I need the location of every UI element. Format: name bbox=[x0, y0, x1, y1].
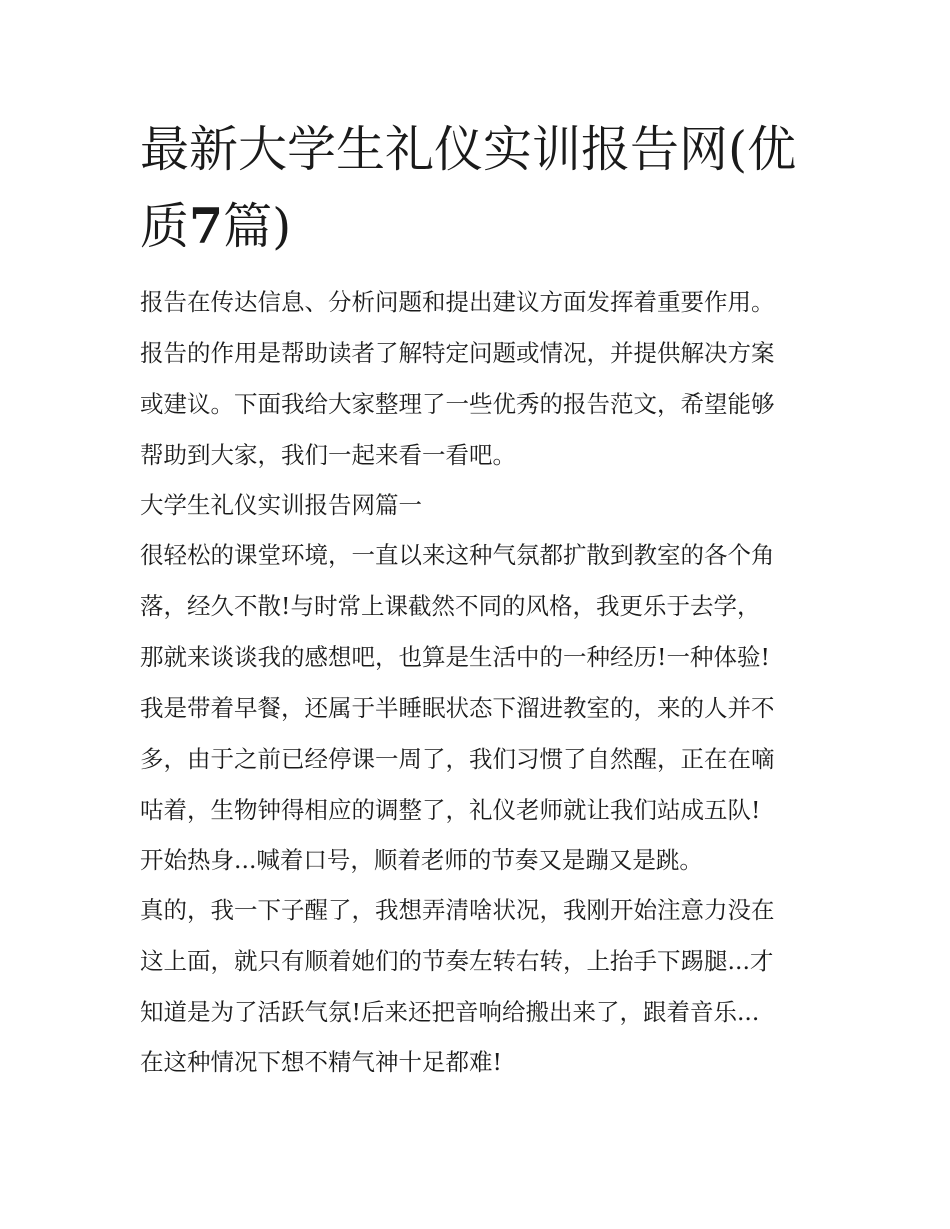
document-title bbox=[140, 112, 830, 265]
body-line-6: 咕着，生物钟得相应的调整了，礼仪老师就让我们站成五队! bbox=[140, 796, 761, 824]
body-line-8: 真的，我一下子醒了，我想弄清啥状况，我刚开始注意力没在 bbox=[140, 896, 775, 924]
body-line-11: 在这种情况下想不精气神十足都难! bbox=[140, 1048, 502, 1076]
body-line-3: 那就来谈谈我的感想吧，也算是生活中的一种经历!一种体验! bbox=[140, 643, 770, 671]
intro-line-2: 报告的作用是帮助读者了解特定问题或情况，并提供解决方案 bbox=[140, 339, 775, 367]
body-line-4: 我是带着早餐，还属于半睡眠状态下溜进教室的，来的人并不 bbox=[140, 694, 775, 722]
intro-line-4: 帮助到大家，我们一起来看一看吧。 bbox=[140, 441, 516, 469]
intro-line-3: 或建议。下面我给大家整理了一些优秀的报告范文，希望能够 bbox=[140, 390, 775, 418]
title-line-1: 最新大学生礼仪实训报告网(优 bbox=[140, 121, 797, 178]
title-number: 7 bbox=[189, 197, 224, 255]
title-line-2b: 篇) bbox=[223, 198, 292, 255]
body-line-2: 落，经久不散!与时常上课截然不同的风格，我更乐于去学， bbox=[140, 592, 761, 620]
section-heading-1: 大学生礼仪实训报告网篇一 bbox=[140, 491, 422, 519]
body-line-1: 很轻松的课堂环境，一直以来这种气氛都扩散到教室的各个角 bbox=[140, 541, 775, 569]
intro-line-1: 报告在传达信息、分析问题和提出建议方面发挥着重要作用。 bbox=[140, 288, 775, 316]
body-line-9: 这上面，就只有顺着她们的节奏左转右转，上抬手下踢腿...才 bbox=[140, 947, 774, 975]
title-line-2a: 质 bbox=[140, 198, 190, 255]
body-line-5: 多，由于之前已经停课一周了，我们习惯了自然醒，正在在嘀 bbox=[140, 745, 775, 773]
body-line-7: 开始热身...喊着口号，顺着老师的节奏又是蹦又是跳。 bbox=[140, 846, 703, 874]
body-line-10: 知道是为了活跃气氛!后来还把音响给搬出来了，跟着音乐... bbox=[140, 998, 760, 1026]
